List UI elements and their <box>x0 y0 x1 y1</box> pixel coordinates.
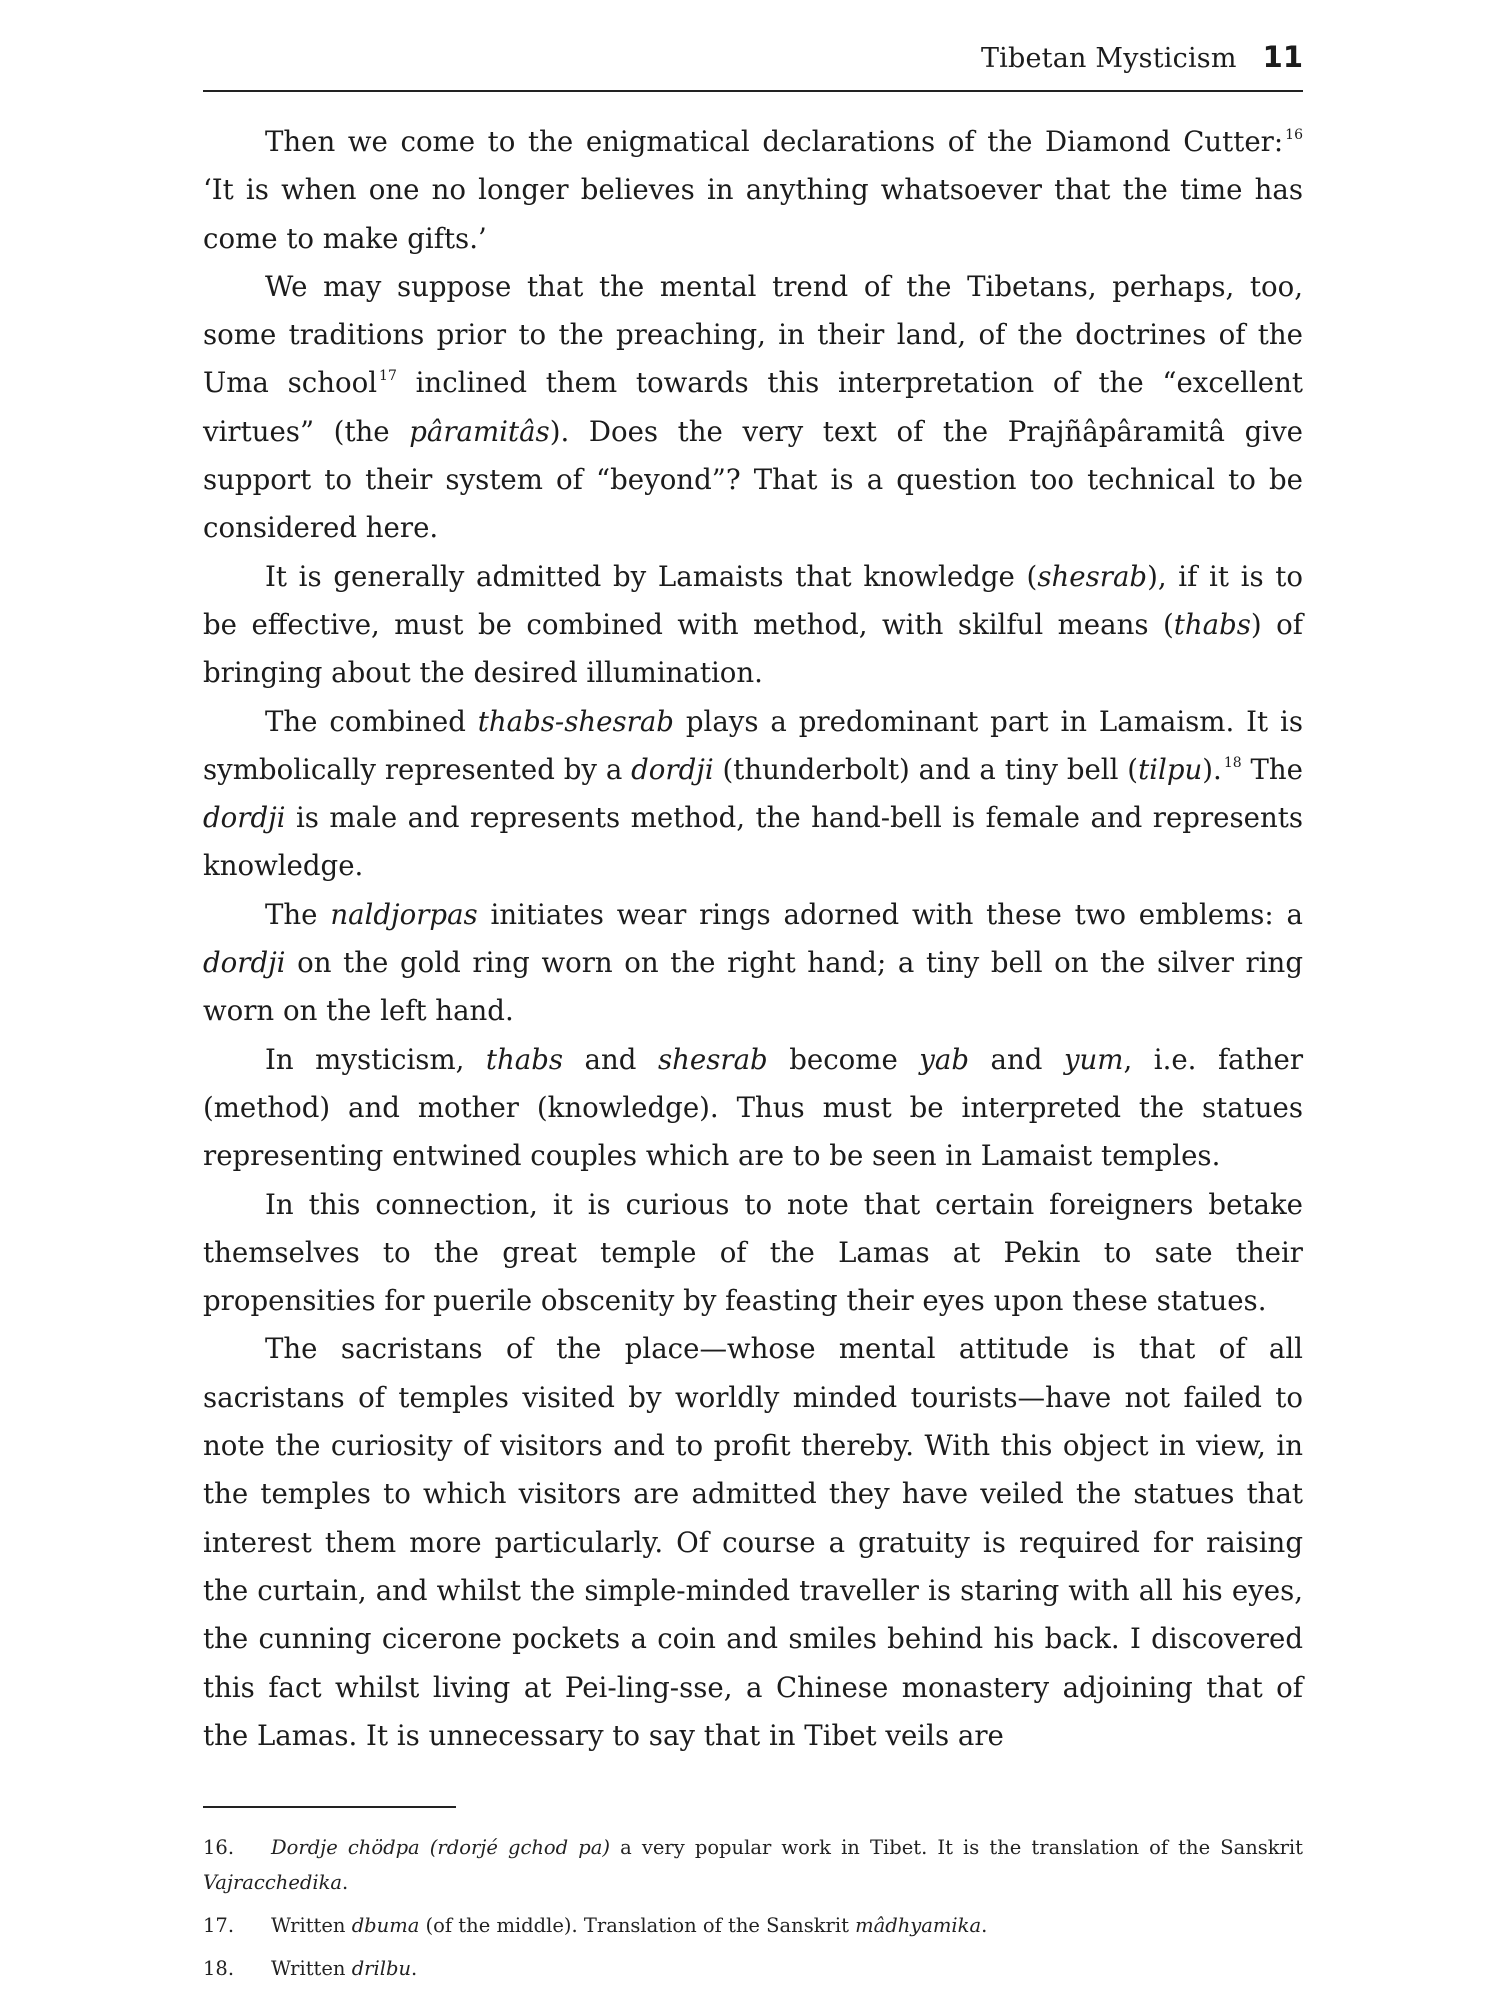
text-run: Then we come to the enigmatical declarations of the Diamond Cutter: <box>265 125 1284 158</box>
italic-term: mâdhyamika <box>855 1914 982 1937</box>
running-head <box>203 40 1303 84</box>
paragraph-6 <box>203 1036 1303 1181</box>
text-run: (thunderbolt) and a tiny bell ( <box>713 752 1139 786</box>
page-number: 11 <box>1262 40 1303 74</box>
italic-term: naldjorpas <box>330 897 478 931</box>
text-run: In mysticism, <box>265 1042 486 1076</box>
text-run: ), if it is to be effective, must be combined with method, with skilful means ( <box>203 559 1303 641</box>
text-run: ). Does the very text of the Prajñâpâramitâ give support to their system of “beyond”? That is a question too technical to be considered here. <box>203 414 1304 545</box>
header-rule <box>203 90 1303 92</box>
italic-term: dordji <box>203 801 286 835</box>
text-run: inclined them towards this interpretation of the “excellent virtues” (the <box>203 366 1303 448</box>
footnotes <box>203 1830 1303 1986</box>
text-run: a very popular work in Tibet. It is the translation of the Sanskrit <box>609 1836 1303 1859</box>
footnote-rule <box>203 1806 456 1808</box>
paragraph-5 <box>203 891 1303 1036</box>
paragraph-3 <box>203 553 1303 698</box>
text-run: It is generally admitted by Lamaists that knowledge ( <box>265 559 1038 593</box>
footnote-ref-18[interactable]: 18 <box>1223 754 1242 771</box>
text-run: We may suppose that the mental trend of the Tibetans, perhaps, too, some traditions prior to the preaching, in their land, of the doctrines of the Uma school <box>203 269 1303 400</box>
text-run: and <box>563 1042 658 1076</box>
text-run: , i.e. father (method) and mother (knowledge). Thus must be interpreted the statues representing entwined couples which are to be seen in Lamaist temples. <box>203 1042 1304 1173</box>
paragraph-2 <box>203 263 1303 553</box>
text-run: initiates wear rings adorned with these two emblems: a <box>477 897 1303 931</box>
italic-term: Dordje chödpa (rdorjé gchod pa) <box>271 1836 610 1859</box>
footnote-17 <box>203 1908 1303 1943</box>
text-run: The <box>265 897 331 931</box>
text-run: is male and represents method, the hand-bell is female and represents knowledge. <box>203 801 1303 883</box>
italic-term: yab <box>919 1042 970 1076</box>
italic-term: thabs-shesrab <box>477 704 674 738</box>
italic-term: shesrab <box>657 1042 768 1076</box>
footnote-ref-16[interactable]: 16 <box>1285 127 1303 143</box>
text-run: and <box>969 1042 1064 1076</box>
footnote-number: 18. <box>203 1957 235 1980</box>
text-run: Written <box>271 1957 352 1980</box>
paragraph-8: The sacristans of the place—whose mental attitude is that of all sacristans of temples visited by worldly minded tourists—have not failed to note the curiosity of visitors and to profit thereby. With this object in view, in the temples to which visitors are admitted they have veiled the statues that interest them more particularly. Of course a gratuity is required for raising the curtain, and whilst the simple-minded traveller is staring with all his eyes, the cunning cicerone pockets a coin and smiles behind his back. I discovered this fact whilst living at Pei-ling-sse, a Chinese monastery adjoining that of the Lamas. It is unnecessary to say that in Tibet veils are <box>203 1332 1303 1752</box>
footnote-18 <box>203 1951 1303 1986</box>
italic-term: yum <box>1063 1042 1124 1076</box>
text-run: . <box>342 1871 349 1894</box>
italic-term: tilpu <box>1138 752 1203 786</box>
italic-term: drilbu <box>351 1957 412 1980</box>
italic-term: dordji <box>631 752 714 786</box>
text-run: plays a predominant part in Lamaism. It is symbolically represented by a <box>203 704 1303 786</box>
footnote-number: 16. <box>203 1836 235 1859</box>
text-run: on the gold ring worn on the right hand; a tiny bell on the silver ring worn on the left hand. <box>203 946 1303 1028</box>
italic-term: Vajracchedika <box>203 1871 343 1894</box>
paragraph-7: In this connection, it is curious to note that certain foreigners betake themselves to the great temple of the Lamas at Pekin to sate their propensities for puerile obscenity by feasting their eyes upon these statues. <box>203 1187 1303 1318</box>
text-run: The combined <box>265 704 478 738</box>
italic-term: thabs <box>1173 607 1251 641</box>
italic-term: shesrab <box>1037 559 1148 593</box>
text-run: Written <box>271 1914 352 1937</box>
italic-term: pâramitâs <box>409 414 550 448</box>
body-text <box>203 118 1303 1760</box>
italic-term: thabs <box>485 1042 564 1076</box>
italic-term: dbuma <box>351 1914 420 1937</box>
running-title: Tibetan Mysticism <box>980 43 1237 74</box>
italic-term: dordji <box>203 946 286 980</box>
text-run: . <box>411 1957 418 1980</box>
text-run: (of the middle). Translation of the Sanskrit <box>419 1914 856 1937</box>
text-run: . <box>981 1914 988 1937</box>
text-run: ) of bringing about the desired illumination. <box>203 607 1303 690</box>
footnote-number: 17. <box>203 1914 235 1937</box>
paragraph-1 <box>203 118 1303 263</box>
text-run: The <box>1241 752 1303 786</box>
text-run: become <box>767 1042 920 1076</box>
footnote-16 <box>203 1830 1303 1900</box>
text-run: ‘It is when one no longer believes in anything whatsoever that the time has come to make gifts.’ <box>203 173 1303 255</box>
text-run: ). <box>1202 752 1222 786</box>
footnote-ref-17[interactable]: 17 <box>379 368 397 385</box>
paragraph-4 <box>203 698 1303 891</box>
